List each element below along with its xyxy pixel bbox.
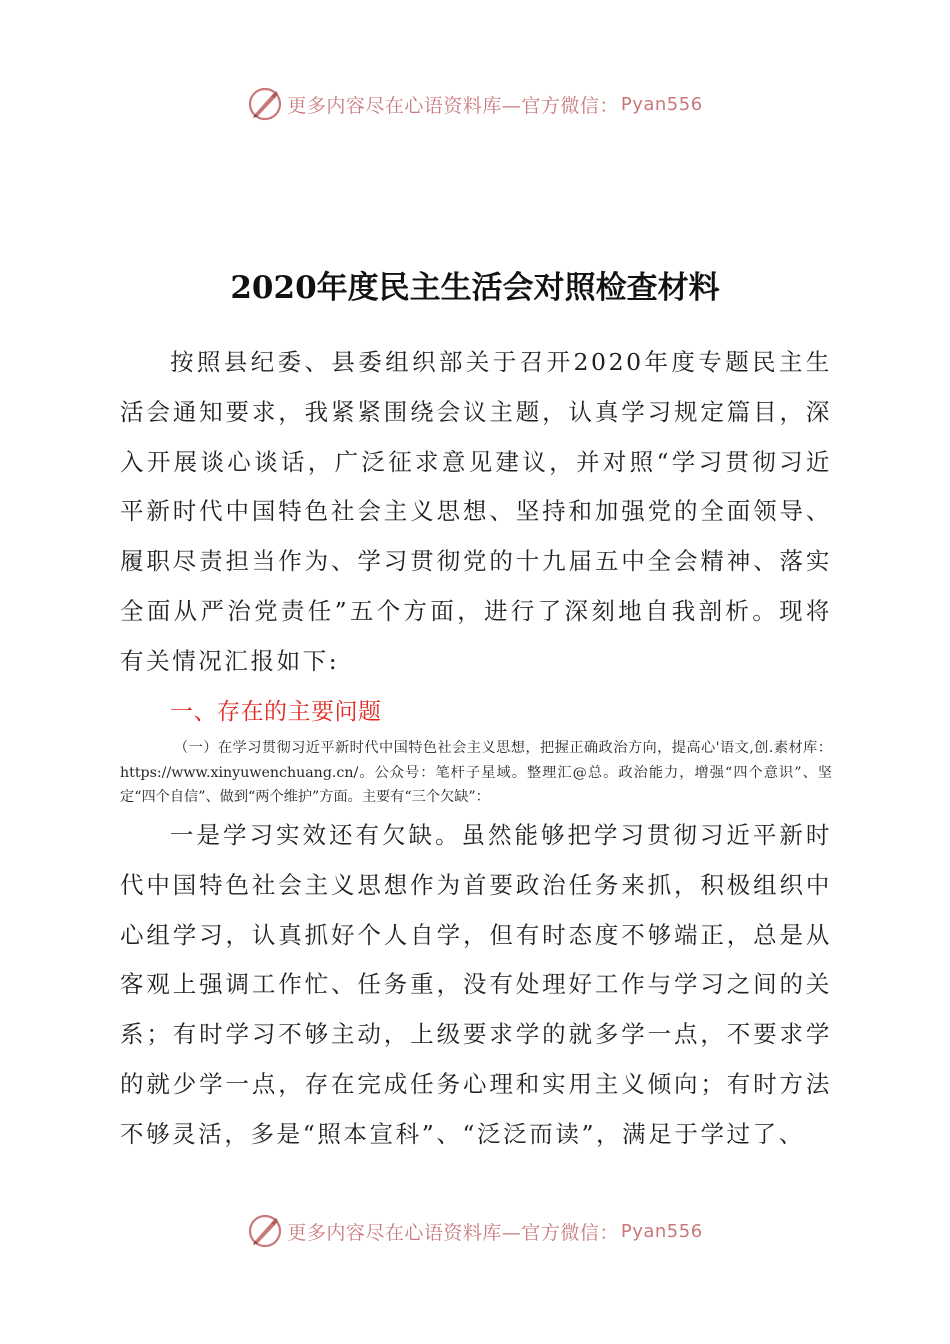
watermark-wechat-id: Pyan556 <box>620 1220 703 1242</box>
point-one-paragraph: 一是学习实效还有欠缺。虽然能够把学习贯彻习近平新时代中国特色社会主义思想作为首要政治任务来抓，积极组织中心组学习，认真抓好个人自学，但有时态度不够端正，总是从客观上强调工作忙、任务重，没有处理好工作与学习之间的关系；有时学习不够主动，上级要求学的就多学一点，不要求学的就少学一点，存在完成任务心理和实用主义倾向；有时方法不够灵活，多是“照本宣科”、“泛泛而读”，满足于学过了、 <box>120 821 832 1148</box>
document-title: 2020年度民主生活会对照检查材料 <box>230 270 720 306</box>
pen-logo-icon <box>247 86 283 122</box>
watermark-wechat-id: Pyan556 <box>620 93 703 115</box>
watermark-header <box>0 82 950 126</box>
subsection-paragraph: （一）在学习贯彻习近平新时代中国特色社会主义思想，把握正确政治方向，提高心'语文,创.素材库：https://www.xinyuwenchuang.cn/。公众号：笔杆子星域。整理汇@总。政治能力，增强“四个意识”、坚定“四个自信”、做到“两个维护”方面。主要有“三个欠缺”： <box>120 740 832 805</box>
pen-logo-icon <box>247 1213 283 1249</box>
watermark-footer <box>0 1209 950 1253</box>
watermark-text: 更多内容尽在心语资料库—官方微信： <box>287 94 619 117</box>
watermark-text: 更多内容尽在心语资料库—官方微信： <box>287 1221 619 1244</box>
section-heading: 一、存在的主要问题 <box>170 699 382 725</box>
intro-paragraph: 按照县纪委、县委组织部关于召开2020年度专题民主生活会通知要求，我紧紧围绕会议主题，认真学习规定篇目，深入开展谈心谈话，广泛征求意见建议，并对照“学习贯彻习近平新时代中国特色社会主义思想、坚持和加强党的全面领导、履职尽责担当作为、学习贯彻党的十九届五中全会精神、落实全面从严治党责任”五个方面，进行了深刻地自我剖析。现将有关情况汇报如下: <box>120 348 832 675</box>
